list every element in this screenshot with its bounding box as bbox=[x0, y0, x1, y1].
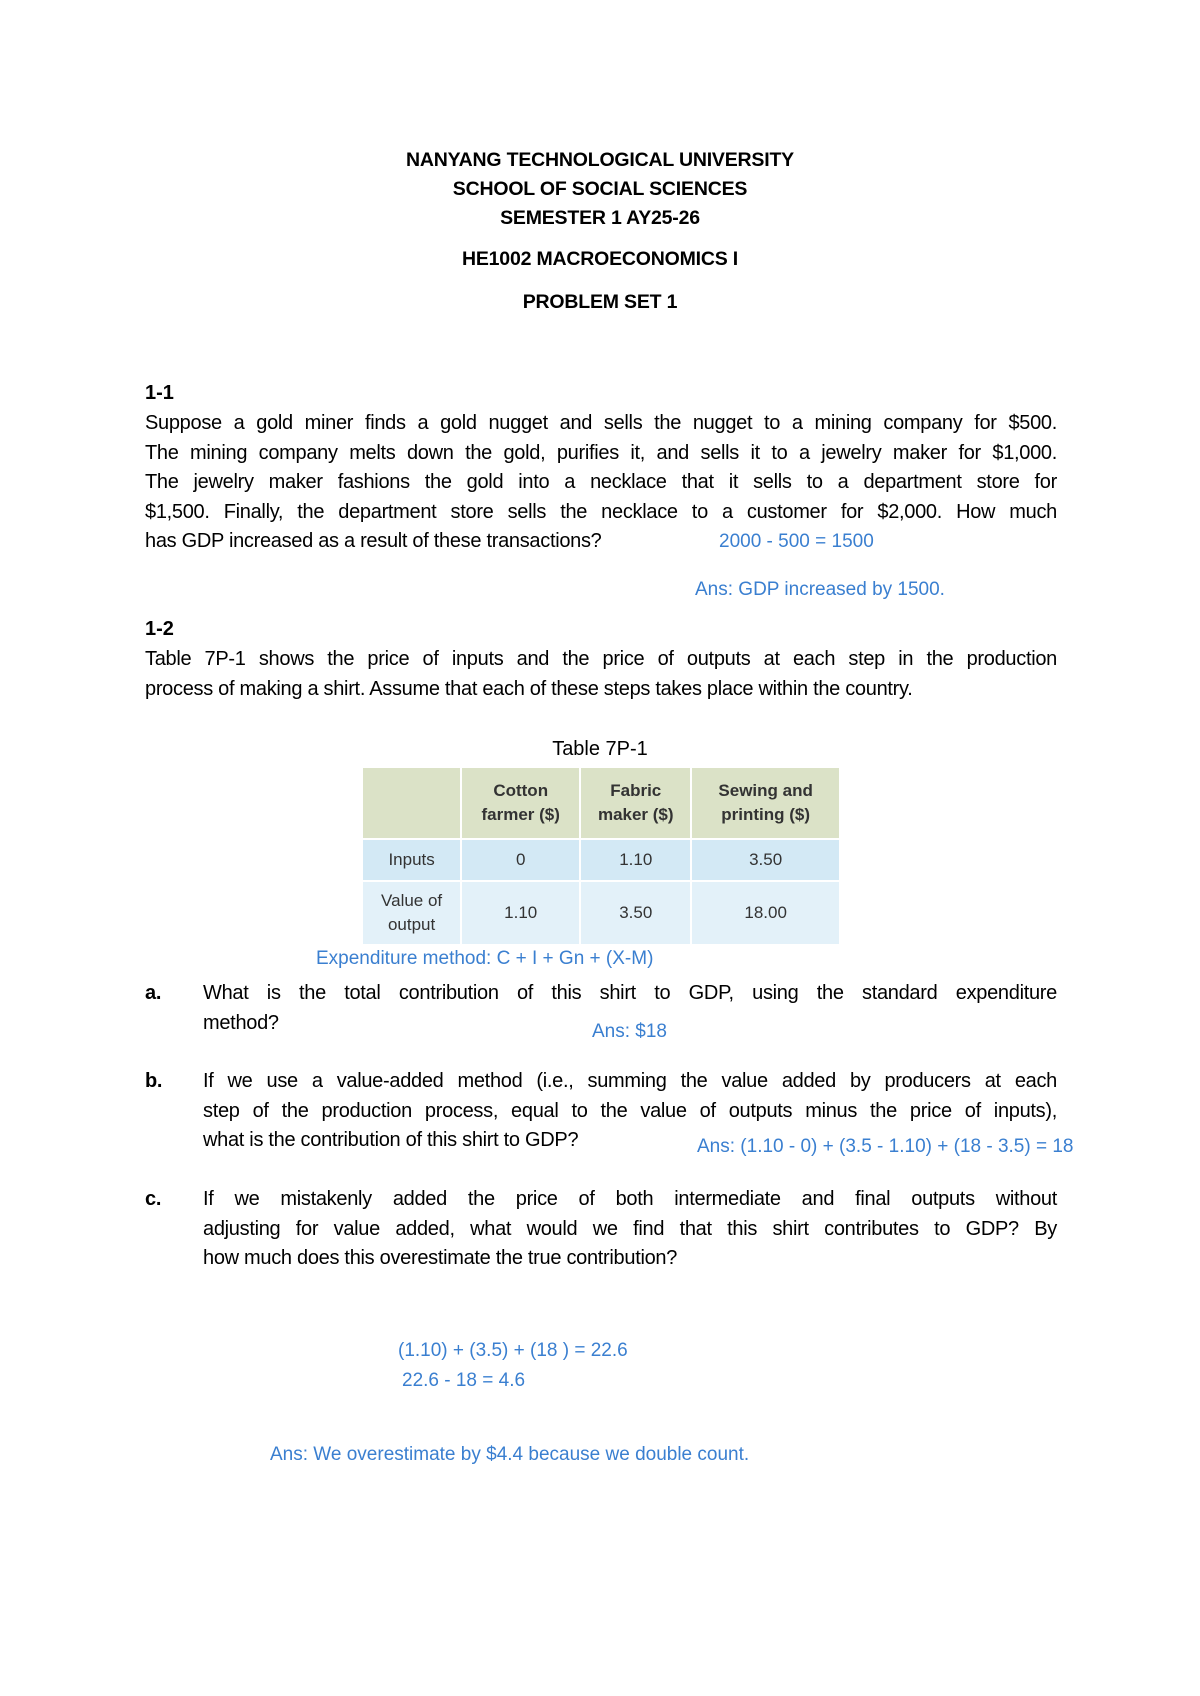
part-line: how much does this overestimate the true contribution? bbox=[203, 1247, 678, 1270]
table-cell: 1.10 bbox=[580, 839, 691, 881]
part-c-answer: Ans: We overestimate by $4.4 because we double count. bbox=[270, 1444, 750, 1465]
part-line: step of the production process, equal to the value of outputs minus the price of inputs), bbox=[203, 1099, 1057, 1122]
table-caption: Table 7P-1 bbox=[552, 738, 648, 760]
part-line: What is the total contribution of this shirt to GDP, using the standard expenditure bbox=[203, 982, 1057, 1004]
header-line: Sewing and bbox=[718, 781, 813, 800]
table-cell: 3.50 bbox=[580, 881, 691, 945]
question-line: Suppose a gold miner finds a gold nugget and sells the nugget to a mining company for $500. bbox=[145, 412, 1057, 434]
part-b-label: b. bbox=[145, 1070, 163, 1092]
q1-answer: Ans: GDP increased by 1500. bbox=[695, 579, 945, 600]
table-7p-1 bbox=[363, 768, 841, 946]
part-line: If we mistakenly added the price of both intermediate and final outputs without bbox=[203, 1188, 1057, 1210]
university-name: NANYANG TECHNOLOGICAL UNIVERSITY bbox=[406, 149, 794, 171]
question-line: $1,500. Finally, the department store sells the necklace to a customer for $2,000. How much bbox=[145, 500, 1057, 523]
question-1-2-number: 1-2 bbox=[145, 618, 174, 640]
problem-set-title: PROBLEM SET 1 bbox=[522, 291, 678, 313]
table-header-fabric bbox=[580, 768, 691, 839]
row-label-line: output bbox=[387, 915, 436, 934]
q1-working: 2000 - 500 = 1500 bbox=[719, 531, 874, 552]
part-line: what is the contribution of this shirt to GDP? bbox=[203, 1129, 579, 1152]
row-label: Inputs bbox=[363, 839, 461, 881]
part-c-label: c. bbox=[145, 1188, 162, 1210]
question-line: has GDP increased as a result of these transactions? bbox=[145, 530, 602, 553]
table-header-sewing bbox=[691, 768, 840, 839]
row-label bbox=[363, 881, 461, 945]
part-c-text bbox=[203, 1185, 1057, 1274]
table-header-cotton bbox=[461, 768, 580, 839]
question-1-1-text bbox=[145, 409, 1057, 557]
question-line: The mining company melts down the gold, purifies it, and sells it to a jewelry maker for $1,000. bbox=[145, 441, 1057, 464]
question-line: The jewelry maker fashions the gold into a necklace that it sells to a department store for bbox=[145, 471, 1057, 494]
question-line: process of making a shirt. Assume that each of these steps takes place within the country. bbox=[145, 677, 913, 700]
semester-label: SEMESTER 1 AY25-26 bbox=[500, 207, 700, 229]
table-row-inputs bbox=[363, 839, 840, 881]
question-1-1-number: 1-1 bbox=[145, 382, 174, 404]
part-line: adjusting for value added, what would we find that this shirt contributes to GDP? By bbox=[203, 1217, 1057, 1240]
header-line: printing ($) bbox=[721, 805, 811, 824]
part-line: method? bbox=[203, 1011, 279, 1034]
header-line: farmer ($) bbox=[481, 805, 560, 824]
table-header-row bbox=[363, 768, 840, 839]
part-b-answer: Ans: (1.10 - 0) + (3.5 - 1.10) + (18 - 3.5) = 18 bbox=[697, 1136, 1074, 1157]
part-a-label: a. bbox=[145, 982, 162, 1004]
part-a-answer: Ans: $18 bbox=[592, 1021, 667, 1042]
question-1-2-text bbox=[145, 645, 1057, 704]
table-cell: 18.00 bbox=[691, 881, 840, 945]
table-header-blank bbox=[363, 768, 461, 839]
header-line: Cotton bbox=[493, 781, 549, 800]
table-row-value-of-output bbox=[363, 881, 840, 945]
part-c-working-2: 22.6 - 18 = 4.6 bbox=[402, 1370, 526, 1391]
table-cell: 1.10 bbox=[461, 881, 580, 945]
table-cell: 0 bbox=[461, 839, 580, 881]
course-title: HE1002 MACROECONOMICS I bbox=[461, 248, 739, 270]
row-label-line: Value of bbox=[381, 891, 443, 910]
part-line: If we use a value-added method (i.e., summing the value added by producers at each bbox=[203, 1070, 1057, 1092]
header-line: Fabric bbox=[610, 781, 662, 800]
header-line: maker ($) bbox=[597, 805, 674, 824]
expenditure-method-note: Expenditure method: C + I + Gn + (X-M) bbox=[316, 948, 654, 969]
question-line: Table 7P-1 shows the price of inputs and the price of outputs at each step in the production bbox=[145, 648, 1057, 670]
part-c-working-1: (1.10) + (3.5) + (18 ) = 22.6 bbox=[398, 1340, 628, 1361]
school-name: SCHOOL OF SOCIAL SCIENCES bbox=[452, 178, 748, 200]
table-cell: 3.50 bbox=[691, 839, 840, 881]
